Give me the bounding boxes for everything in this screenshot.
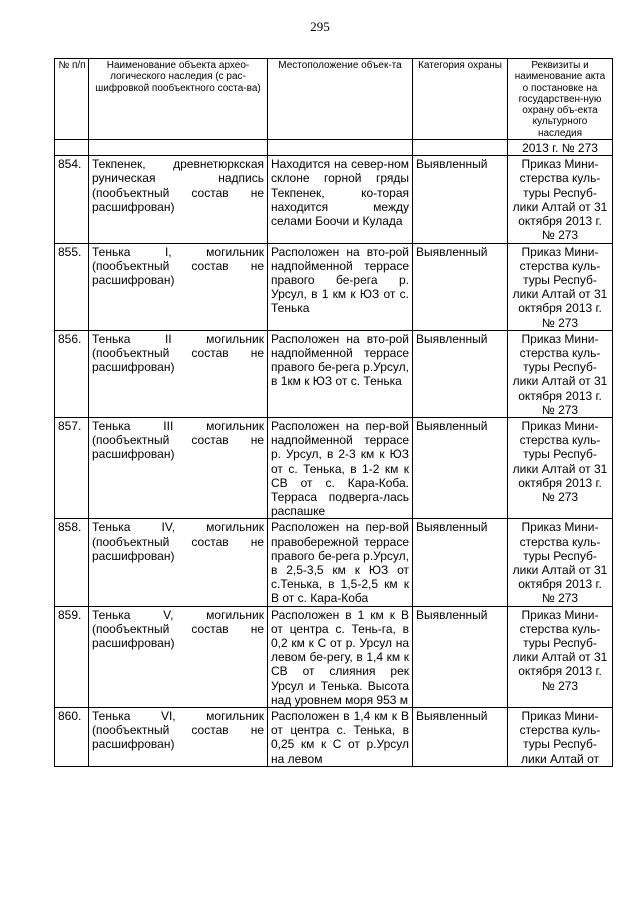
row-requisites: Приказ Мини-стерства куль-туры Респуб-лики Алтай от [508,708,613,767]
row-requisites: Приказ Мини-стерства куль-туры Респуб-лики Алтай от 31 октября 2013 г. № 273 [508,243,613,330]
row-num: 855. [55,243,89,330]
row-location: Расположен на пер-вой надпойменной террасе р. Урсул, в 2-3 км к ЮЗ от с. Тенька, в 1-2 км к СВ от с. Кара-Коба. Терраса подверга-лась распашке [268,417,413,518]
row-requisites: Приказ Мини-стерства куль-туры Респуб-лики Алтай от 31 октября 2013 г. № 273 [508,156,613,243]
continuation-num [55,140,89,156]
row-category: Выявленный [413,606,508,707]
table-row [55,417,613,518]
row-name: Тенька III могильник (пообъектный состав не расшифрован) [89,417,268,518]
table-row [55,708,613,767]
row-location: Расположен на пер-вой правобережной террасе правого бе-рега р.Урсул, в 2,5-3,5 км к ЮЗ от с.Тенька, в 1,5-2,5 км к В от с. Кара-Коба [268,519,413,606]
row-location: Расположен на вто-рой надпойменной террасе правого бе-рега р.Урсул, в 1км к ЮЗ от с. Тенька [268,330,413,417]
row-requisites: Приказ Мини-стерства куль-туры Респуб-лики Алтай от 31 октября 2013 г. № 273 [508,330,613,417]
heritage-table [54,58,613,767]
row-category: Выявленный [413,330,508,417]
row-category: Выявленный [413,243,508,330]
row-name: Тенька IV, могильник (пообъектный состав не расшифрован) [89,519,268,606]
table-row [55,243,613,330]
table-row [55,606,613,707]
row-requisites: Приказ Мини-стерства куль-туры Респуб-лики Алтай от 31 октября 2013 г. № 273 [508,519,613,606]
table-row [55,519,613,606]
row-num: 858. [55,519,89,606]
header-location: Местоположение объек-та [268,59,413,140]
header-name: Наименование объекта архео-логического наследия (с рас-шифровкой пообъектного соста-ва) [89,59,268,140]
row-category: Выявленный [413,519,508,606]
continuation-row [55,140,613,156]
table-row [55,156,613,243]
row-requisites: Приказ Мини-стерства куль-туры Респуб-лики Алтай от 31 октября 2013 г. № 273 [508,417,613,518]
row-num: 859. [55,606,89,707]
header-requisites: Реквизиты и наименование акта о постановке на государствен-ную охрану объ-екта культурного наследия [508,59,613,140]
header-category: Категория охраны [413,59,508,140]
continuation-requisites: 2013 г. № 273 [508,140,613,156]
row-name: Тенька V, могильник (пообъектный состав не расшифрован) [89,606,268,707]
continuation-location [268,140,413,156]
continuation-name [89,140,268,156]
continuation-category [413,140,508,156]
row-name: Тенька VI, могильник (пообъектный состав не расшифрован) [89,708,268,767]
page-number: 295 [310,19,330,34]
row-num: 854. [55,156,89,243]
row-num: 860. [55,708,89,767]
row-category: Выявленный [413,708,508,767]
row-location: Находится на север-ном склоне горной гряды Текпенек, ко-торая находится между селами Боочи и Кулада [268,156,413,243]
row-requisites: Приказ Мини-стерства куль-туры Респуб-лики Алтай от 31 октября 2013 г. № 273 [508,606,613,707]
row-num: 856. [55,330,89,417]
row-location: Расположен на вто-рой надпойменной террасе правого бе-рега р. Урсул, в 1 км к ЮЗ от с. Тенька [268,243,413,330]
row-name: Тенька I, могильник (пообъектный состав не расшифрован) [89,243,268,330]
row-category: Выявленный [413,156,508,243]
table-row [55,330,613,417]
table-header-row [55,59,613,140]
row-name: Текпенек, древнетюркская руническая надпись (пообъектный состав не расшифрован) [89,156,268,243]
row-location: Расположен в 1 км к В от центра с. Тень-га, в 0,2 км к С от р. Урсул на левом бе-регу, в 1,4 км к СВ от слияния рек Урсул и Тенька. Высота над уровнем моря 953 м [268,606,413,707]
row-location: Расположен в 1,4 км к В от центра с. Тенька, в 0,25 км к С от р.Урсул на левом [268,708,413,767]
row-category: Выявленный [413,417,508,518]
row-name: Тенька II могильник (пообъектный состав не расшифрован) [89,330,268,417]
row-num: 857. [55,417,89,518]
header-num: № п/п [55,59,89,140]
